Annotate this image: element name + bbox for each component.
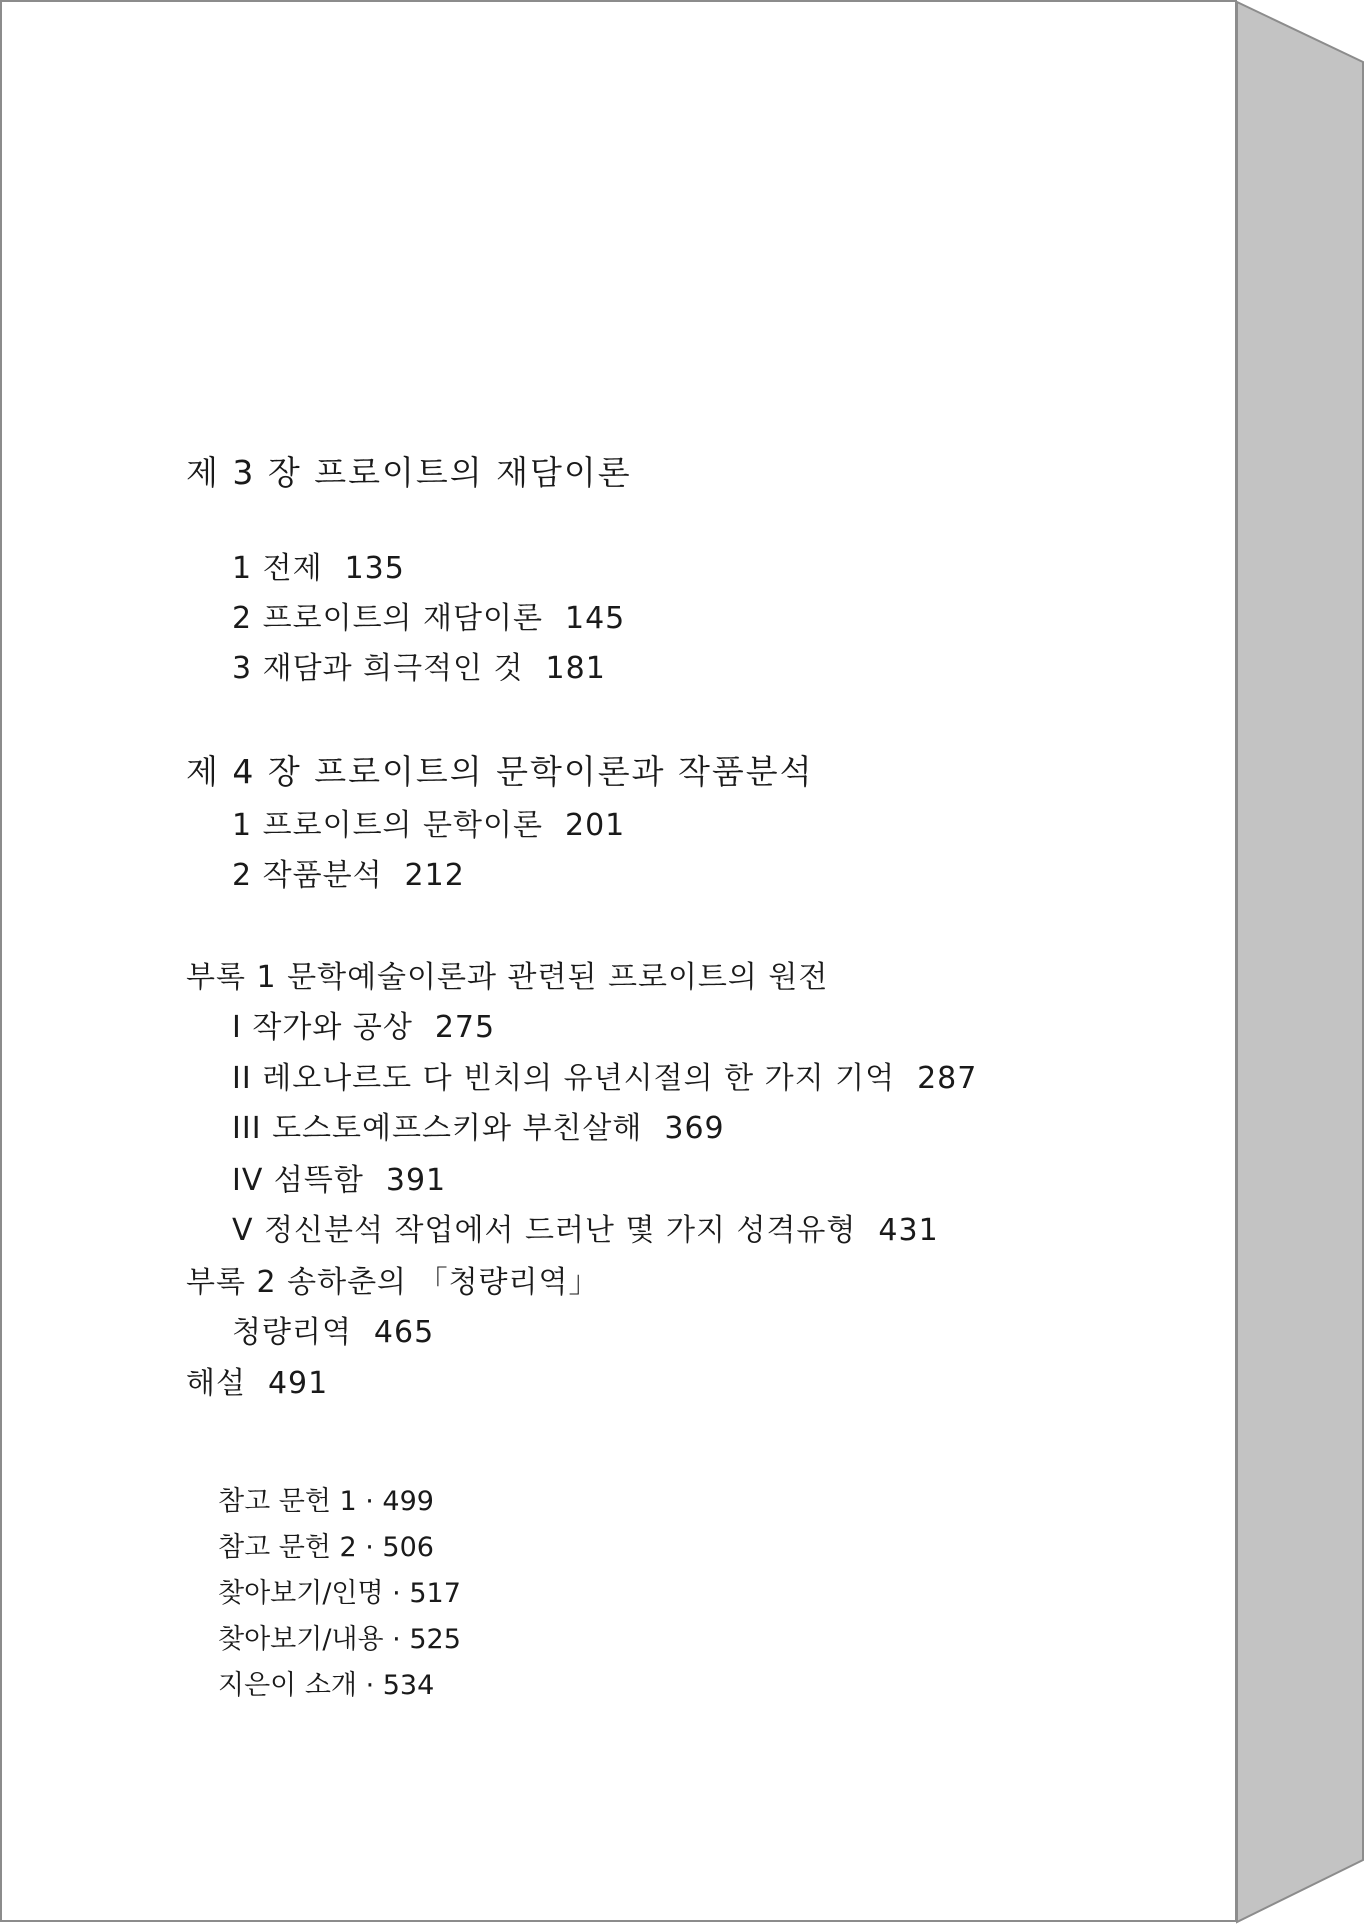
- toc-entry: [232, 1010, 495, 1046]
- appendix-2-title: 부록 2 송하춘의 「청량리역」: [186, 1265, 600, 1300]
- toc-entry-label: 1 프로이트의 문학이론: [232, 808, 543, 843]
- toc-entry: [232, 1315, 434, 1351]
- toc-entry-page: 135: [344, 551, 405, 586]
- toc-entry-label: III 도스토예프스키와 부친살해: [232, 1111, 643, 1146]
- commentary-entry: [186, 1366, 328, 1402]
- toc-entry-label: 2 프로이트의 재담이론: [232, 601, 543, 636]
- toc-entry: [232, 651, 606, 687]
- back-matter-item: 참고 문헌 2 · 506: [218, 1532, 434, 1563]
- toc-entry: [232, 1061, 977, 1097]
- chapter-3-title: 제 3 장 프로이트의 재담이론: [186, 453, 632, 492]
- chapter-4-title: 제 4 장 프로이트의 문학이론과 작품분석: [186, 752, 814, 791]
- toc-entry-page: 145: [564, 601, 626, 636]
- toc-entry-page: 201: [564, 808, 626, 843]
- toc-entry-label: V 정신분석 작업에서 드러난 몇 가지 성격유형: [232, 1213, 857, 1248]
- back-matter-item: 찾아보기/내용 · 525: [218, 1624, 461, 1655]
- toc-entry: [232, 551, 405, 587]
- toc-entry-label: 해설: [186, 1366, 246, 1401]
- toc-entry: [232, 1213, 939, 1249]
- toc-entry-page: 431: [878, 1213, 939, 1248]
- toc-entry-page: 212: [404, 858, 465, 893]
- toc-entry-label: 1 전제: [232, 551, 323, 586]
- toc-entry-page: 287: [917, 1061, 978, 1096]
- toc-entry: [232, 1111, 725, 1147]
- toc-entry-label: 2 작품분석: [232, 858, 383, 893]
- toc-entry-page: 491: [267, 1366, 329, 1401]
- toc-entry-label: IV 섬뜩함: [232, 1163, 364, 1198]
- toc-entry-page: 465: [373, 1315, 435, 1350]
- toc-entry-page: 181: [545, 651, 606, 686]
- back-matter-item: 지은이 소개 · 534: [218, 1670, 435, 1701]
- toc-entry-page: 275: [434, 1010, 496, 1045]
- toc-entry-label: II 레오나르도 다 빈치의 유년시절의 한 가지 기억: [232, 1061, 896, 1096]
- back-matter-item: 찾아보기/인명 · 517: [218, 1578, 461, 1609]
- toc-entry: [232, 858, 465, 894]
- toc-entry-page: 391: [385, 1163, 447, 1198]
- toc-entry: [232, 808, 625, 844]
- toc-entry: [232, 601, 625, 637]
- toc-entry-label: I 작가와 공상: [232, 1010, 413, 1045]
- toc-entry-page: 369: [664, 1111, 725, 1146]
- toc-entry: [232, 1163, 446, 1199]
- back-matter-item: 참고 문헌 1 · 499: [218, 1486, 434, 1517]
- toc-entry-label: 청량리역: [232, 1315, 352, 1350]
- appendix-1-title: 부록 1 문학예술이론과 관련된 프로이트의 원전: [186, 960, 829, 995]
- toc-entry-label: 3 재담과 희극적인 것: [232, 651, 524, 686]
